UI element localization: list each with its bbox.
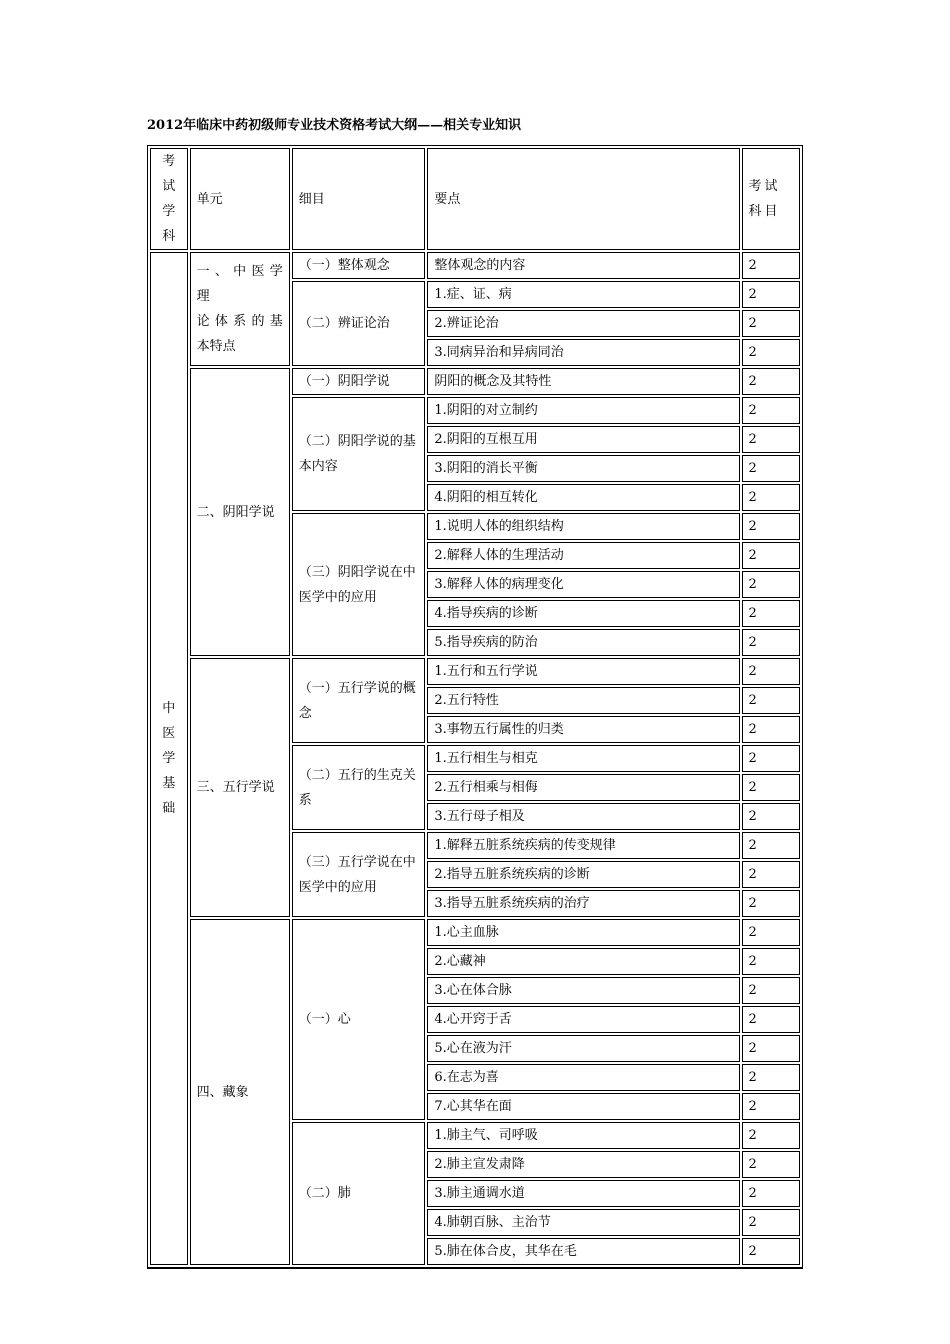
- exam-outline-table: [147, 145, 803, 1269]
- point-cell: 整体观念的内容: [427, 252, 739, 279]
- point-cell: 2.指导五脏系统疾病的诊断: [427, 861, 739, 888]
- exam-cell: 2: [742, 542, 800, 569]
- unit-4: 四、藏象: [190, 919, 290, 1265]
- exam-cell: 2: [742, 1093, 800, 1120]
- exam-cell: 2: [742, 281, 800, 308]
- detail-cell: （三）五行学说在中医学中的应用: [292, 832, 426, 917]
- exam-cell: 2: [742, 832, 800, 859]
- exam-cell: 2: [742, 716, 800, 743]
- point-cell: 4.指导疾病的诊断: [427, 600, 739, 627]
- table-row: [150, 368, 800, 395]
- exam-cell: 2: [742, 426, 800, 453]
- exam-cell: 2: [742, 397, 800, 424]
- exam-cell: 2: [742, 658, 800, 685]
- detail-cell: （二）阴阳学说的基本内容: [292, 397, 426, 511]
- exam-cell: 2: [742, 861, 800, 888]
- point-cell: 3.心在体合脉: [427, 977, 739, 1004]
- point-cell: 2.五行特性: [427, 687, 739, 714]
- exam-cell: 2: [742, 600, 800, 627]
- exam-cell: 2: [742, 1064, 800, 1091]
- exam-cell: 2: [742, 919, 800, 946]
- unit-3: 三、五行学说: [190, 658, 290, 917]
- point-cell: 2.辨证论治: [427, 310, 739, 337]
- detail-cell: （一）整体观念: [292, 252, 426, 279]
- exam-cell: 2: [742, 484, 800, 511]
- point-cell: 1.阴阳的对立制约: [427, 397, 739, 424]
- unit-2: 二、阴阳学说: [190, 368, 290, 656]
- exam-cell: 2: [742, 977, 800, 1004]
- detail-cell: （一）心: [292, 919, 426, 1120]
- point-cell: 3.同病异治和异病同治: [427, 339, 739, 366]
- point-cell: 6.在志为喜: [427, 1064, 739, 1091]
- exam-cell: 2: [742, 1238, 800, 1265]
- exam-cell: 2: [742, 455, 800, 482]
- exam-cell: 2: [742, 339, 800, 366]
- header-detail: 细目: [292, 148, 426, 250]
- header-subject: 考试学科: [150, 148, 188, 250]
- point-cell: 3.肺主通调水道: [427, 1180, 739, 1207]
- header-unit: 单元: [190, 148, 290, 250]
- exam-cell: 2: [742, 745, 800, 772]
- unit-1: 一、中医学 理 论体系的基 本特点: [190, 252, 290, 366]
- exam-cell: 2: [742, 890, 800, 917]
- exam-cell: 2: [742, 948, 800, 975]
- point-cell: 1.解释五脏系统疾病的传变规律: [427, 832, 739, 859]
- point-cell: 1.五行相生与相克: [427, 745, 739, 772]
- exam-cell: 2: [742, 1035, 800, 1062]
- point-cell: 1.症、证、病: [427, 281, 739, 308]
- point-cell: 2.阴阳的互根互用: [427, 426, 739, 453]
- point-cell: 2.五行相乘与相侮: [427, 774, 739, 801]
- point-cell: 1.说明人体的组织结构: [427, 513, 739, 540]
- exam-cell: 2: [742, 629, 800, 656]
- detail-cell: （一）五行学说的概念: [292, 658, 426, 743]
- exam-cell: 2: [742, 1122, 800, 1149]
- table-header-row: [150, 148, 800, 250]
- exam-cell: 2: [742, 1151, 800, 1178]
- point-cell: 阴阳的概念及其特性: [427, 368, 739, 395]
- point-cell: 3.指导五脏系统疾病的治疗: [427, 890, 739, 917]
- point-cell: 1.五行和五行学说: [427, 658, 739, 685]
- detail-cell: （一）阴阳学说: [292, 368, 426, 395]
- point-cell: 7.心其华在面: [427, 1093, 739, 1120]
- point-cell: 4.心开窍于舌: [427, 1006, 739, 1033]
- exam-cell: 2: [742, 368, 800, 395]
- exam-cell: 2: [742, 1180, 800, 1207]
- point-cell: 3.五行母子相及: [427, 803, 739, 830]
- exam-cell: 2: [742, 571, 800, 598]
- detail-cell: （二）辨证论治: [292, 281, 426, 366]
- point-cell: 4.阴阳的相互转化: [427, 484, 739, 511]
- detail-cell: （二）五行的生克关系: [292, 745, 426, 830]
- exam-cell: 2: [742, 774, 800, 801]
- point-cell: 3.阴阳的消长平衡: [427, 455, 739, 482]
- point-cell: 2.解释人体的生理活动: [427, 542, 739, 569]
- subject-cell: 中医学基础: [150, 252, 188, 1265]
- table-row: [150, 919, 800, 946]
- exam-cell: 2: [742, 803, 800, 830]
- point-cell: 4.肺朝百脉、主治节: [427, 1209, 739, 1236]
- document-title: 2012年临床中药初级师专业技术资格考试大纲——相关专业知识: [147, 118, 522, 133]
- point-cell: 5.肺在体合皮，其华在毛: [427, 1238, 739, 1265]
- point-cell: 5.指导疾病的防治: [427, 629, 739, 656]
- detail-cell: （三）阴阳学说在中医学中的应用: [292, 513, 426, 656]
- point-cell: 1.肺主气、司呼吸: [427, 1122, 739, 1149]
- exam-cell: 2: [742, 252, 800, 279]
- table-row: [150, 658, 800, 685]
- point-cell: 3.事物五行属性的归类: [427, 716, 739, 743]
- header-exam: 考试科目: [742, 148, 800, 250]
- exam-cell: 2: [742, 687, 800, 714]
- header-points: 要点: [427, 148, 739, 250]
- point-cell: 5.心在液为汗: [427, 1035, 739, 1062]
- exam-cell: 2: [742, 1209, 800, 1236]
- exam-cell: 2: [742, 513, 800, 540]
- point-cell: 2.心藏神: [427, 948, 739, 975]
- exam-cell: 2: [742, 310, 800, 337]
- table-row: [150, 252, 800, 279]
- detail-cell: （二）肺: [292, 1122, 426, 1265]
- point-cell: 2.肺主宣发肃降: [427, 1151, 739, 1178]
- exam-cell: 2: [742, 1006, 800, 1033]
- point-cell: 1.心主血脉: [427, 919, 739, 946]
- point-cell: 3.解释人体的病理变化: [427, 571, 739, 598]
